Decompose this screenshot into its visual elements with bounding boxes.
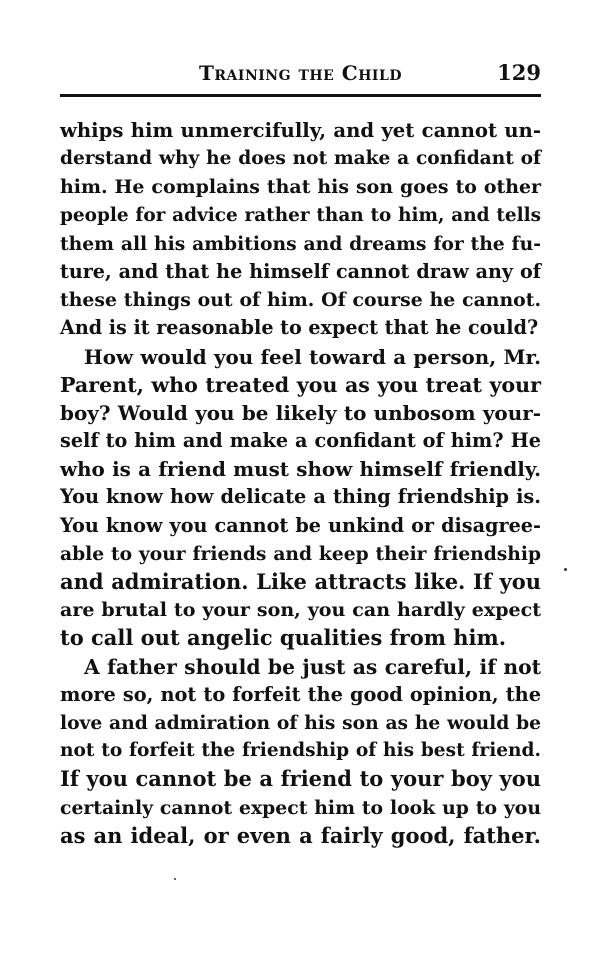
- text-line: who is a friend must show himself friendly.: [60, 457, 541, 482]
- text-line: whips him unmercifully, and yet cannot un-: [60, 119, 541, 142]
- text-line: You know how delicate a thing friendship is.: [60, 485, 541, 509]
- text-line: certainly cannot expect him to look up to you: [60, 796, 541, 819]
- text-line: people for advice rather than to him, and tells: [60, 204, 541, 226]
- text-line: are brutal to your son, you can hardly expect: [60, 599, 541, 622]
- header-rule: [60, 94, 541, 97]
- text-line: more so, not to forfeit the good opinion, the: [60, 682, 541, 706]
- text-line: these things out of him. Of course he cannot.: [60, 289, 541, 312]
- running-title: Training the Child: [199, 61, 402, 85]
- text-line: And is it reasonable to expect that he could?: [60, 316, 539, 340]
- paragraph-start-line: A father should be just as careful, if not: [84, 654, 541, 679]
- text-line: and admiration. Like attracts like. If you: [60, 569, 541, 594]
- running-head: [60, 60, 541, 90]
- ink-speck: [564, 568, 567, 571]
- text-line: self to him and make a confidant of him? He: [60, 429, 541, 453]
- text-line: able to your friends and keep their friendship: [60, 542, 541, 565]
- text-line: derstand why he does not make a confidant of: [60, 148, 541, 170]
- paragraph-start-line: How would you feel toward a person, Mr.: [84, 344, 541, 369]
- text-line: him. He complains that his son goes to other: [60, 176, 541, 199]
- text-line: not to forfeit the friendship of his best friend.: [60, 740, 541, 762]
- ink-speck: [174, 878, 176, 880]
- text-line: to call out angelic qualities from him.: [60, 625, 507, 651]
- text-line: Parent, who treated you as you treat your: [60, 372, 541, 397]
- body-text: [60, 117, 541, 850]
- text-line: as an ideal, or even a fairly good, father.: [60, 822, 541, 848]
- text-line: boy? Would you be likely to unbosom your-: [60, 400, 541, 425]
- text-line: ture, and that he himself cannot draw any of: [60, 259, 541, 283]
- text-line: You know you cannot be unkind or disagree-: [60, 513, 541, 537]
- text-line: them all his ambitions and dreams for the fu-: [60, 232, 541, 255]
- text-line: love and admiration of his son as he would be: [60, 711, 541, 734]
- page-number: 129: [497, 60, 541, 85]
- text-line: If you cannot be a friend to your boy you: [60, 766, 541, 792]
